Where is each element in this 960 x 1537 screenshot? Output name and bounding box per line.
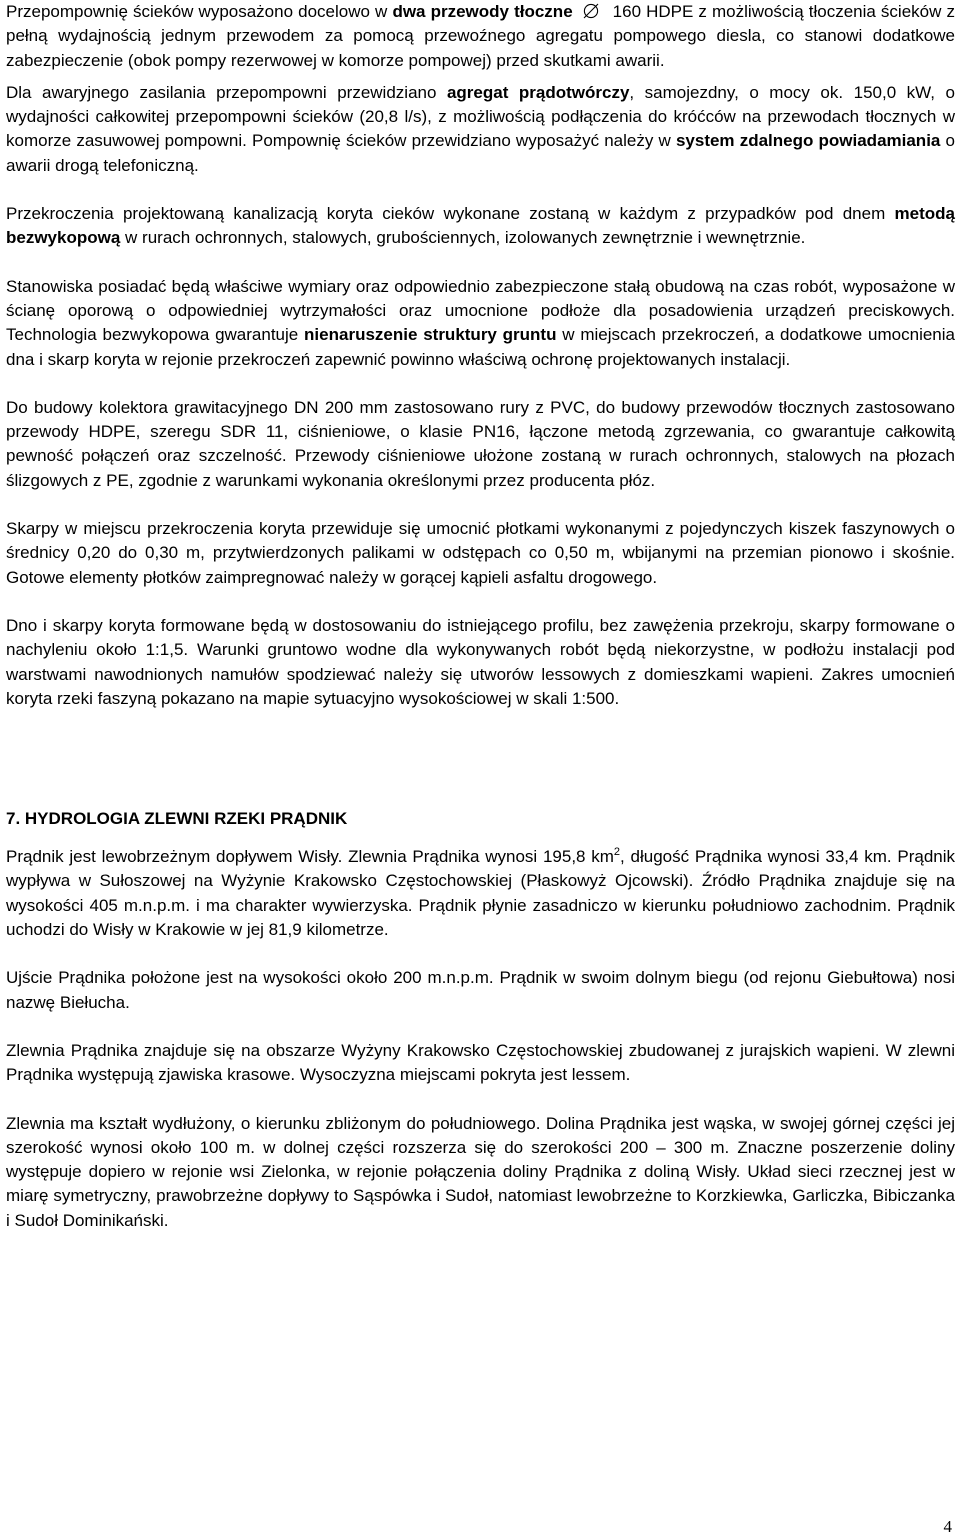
bold-text: dwa przewody tłoczne: [392, 2, 573, 21]
section-heading: 7. HYDROLOGIA ZLEWNI RZEKI PRĄDNIK: [6, 809, 348, 829]
paragraph-riverbed-forming: Dno i skarpy koryta formowane będą w dostosowaniu do istniejącego profilu, bez zawężenia przekroju, skarpy formowane o nachyleniu około 1:1,5. Warunki gruntowo wodne dla wykonywanych robót będą niekorzystne, w podłożu instalacji pod warstwami nawodnionych namułów spodziewać należy się utworów lessowych z domieszkami wapieni. Zakres umocnień koryta rzeki faszyną pokazano na mapie sytuacyjno wysokościowej w skali 1:500.: [6, 615, 955, 708]
text-run: Prądnik jest lewobrzeżnym dopływem Wisły. Zlewnia Prądnika wynosi 195,8 km: [6, 847, 614, 867]
text-run: w rurach ochronnych, stalowych, grubościennych, izolowanych zewnętrznie i wewnętrznie.: [125, 228, 806, 248]
paragraph-pradnik-mouth: Ujście Prądnika położone jest na wysokości około 200 m.n.p.m. Prądnik w swoim dolnym biegu (od rejonu Giebułtowa) nosi nazwę Biełucha.: [6, 968, 955, 1012]
paragraph-pradnik-overview: [6, 845, 955, 942]
paragraph-pradnik-catchment-geology: Zlewnia Prądnika znajduje się na obszarze Wyżyny Krakowsko Częstochowskiej zbudowanej z jurajskich wapieni. W zlewni Prądnika występują zjawiska krasowe. Wysoczyzna miejscami pokryta jest lessem.: [6, 1040, 955, 1085]
paragraph-power-generator: [6, 81, 955, 178]
paragraph-pradnik-catchment-shape: Zlewnia ma kształt wydłużony, o kierunku zbliżonym do południowego. Dolina Prądnika jest wąska, w swojej górnej części jej szerokość wynosi około 100 m. w dolnej części rozszerza się do szerokości 200 – 300 m. Znaczne poszerzenie doliny występuje dopiero w rejonie wsi Zielonka, w rejonie połączenia doliny Prądnika z doliną Wisły. Układ sieci rzecznej jest w miarę symetryczny, prawobrzeżne dopływy to Sąspówka i Sudoł, natomiast lewobrzeżne to Korzkiewka, Garliczka, Bibiczanka i Sudoł Dominikański.: [6, 1113, 955, 1230]
section-heading-wrap: [6, 807, 955, 831]
paragraph-pipe-materials: Do budowy kolektora grawitacyjnego DN 200 mm zastosowano rury z PVC, do budowy przewodów tłocznych zastosowano przewody HDPE, szeregu SDR 11, ciśnieniowe, o klasie PN16, łączone metodą zgrzewania, co gwarantuje całkowitą pewność połączeń oraz szczelność. Przewody ciśnieniowe ułożone zostaną w rurach ochronnych, stalowych na płozach ślizgowych z PE, zgodnie z warunkami wykonania określonymi przez producenta płóz.: [6, 397, 955, 490]
bold-text: metodą bezwykopową: [6, 204, 955, 248]
text-run: o awarii drogą telefoniczną.: [6, 131, 955, 175]
text-run: Przepompownię ścieków wyposażono docelowo w: [6, 2, 388, 21]
bold-text: system zdalnego powiadamiania: [675, 131, 941, 151]
bold-text: nienaruszenie struktury gruntu: [304, 325, 557, 345]
text-run: Dla awaryjnego zasilania przepompowni przewidziano: [6, 82, 437, 102]
superscript: 2: [613, 846, 621, 859]
page-number: 4: [943, 1517, 952, 1536]
text-run: Przekroczenia projektowaną kanalizacją koryta cieków wykonane zostaną w każdym z przypadków pod dnem: [6, 204, 886, 224]
text-run: 160 HDPE z możliwością tłoczenia ścieków z pełną wydajnością jednym przewodem za pomocą przewoźnego agregatu pompowego diesla, co stanowi dodatkowe zabezpieczenie (obok pompy rezerwowej w komorze pompowej) przed skutkami awarii.: [6, 2, 955, 70]
paragraph-slope-reinforcement: Skarpy w miejscu przekroczenia koryta przewiduje się umocnić płotkami wykonanymi z pojedynczych kiszek faszynowych o średnicy 0,20 do 0,30 m, przytwierdzonych palikami w odstępach co 0,50 m, wbijanymi na przemian pionowo i skośnie. Gotowe elementy płotków zaimpregnować należy w gorącej kąpieli asfaltu drogowego.: [6, 519, 955, 587]
diameter-symbol-icon: [583, 3, 599, 19]
paragraph-pump-station: [6, 0, 955, 73]
bold-text: agregat prądotwórczy: [446, 82, 630, 102]
text-run: , długość Prądnika wynosi 33,4 km. Prądnik wypływa w Sułoszowej na Wyżynie Krakowsko Częstochowskiej (Płaskowyż Ojcowski). Źródło Prądnika znajduje się na wysokości 405 m.n.p.m. i ma charakter wywierzyska. Prądnik płynie zasadniczo w kierunku południowo zachodnim. Prądnik uchodzi do Wisły w Krakowie w jej 81,9 kilometrze.: [6, 847, 956, 940]
text-run: Stanowiska posiadać będą właściwe wymiary oraz odpowiednio zabezpieczone stałą obudową na czas robót, wyposażone w ścianę oporową o odpowiedniej wytrzymałości oraz umocnione podłoże dla posadowienia urządzeń preciskowych. Technologia bezwykopowa gwarantuje: [6, 276, 955, 345]
text-run: , samojezdny, o mocy ok. 150,0 kW, o wydajności całkowitej przepompowni ścieków (20,8 l/s), z możliwością podłączenia do króćców na przewodach tłocznych w komorze zasuwowej pompowni. Pompownię ścieków przewidziano wyposażyć należy w: [6, 82, 955, 151]
paragraph-work-stands: [6, 275, 955, 372]
document-page: [6, 0, 955, 1233]
text-run: w miejscach przekroczeń, a dodatkowe umocnienia dna i skarp koryta w rejonie przekroczeń zapewnić powinno właściwą ochronę projektowanych instalacji.: [6, 325, 955, 369]
paragraph-trenchless-crossing: [6, 202, 955, 251]
